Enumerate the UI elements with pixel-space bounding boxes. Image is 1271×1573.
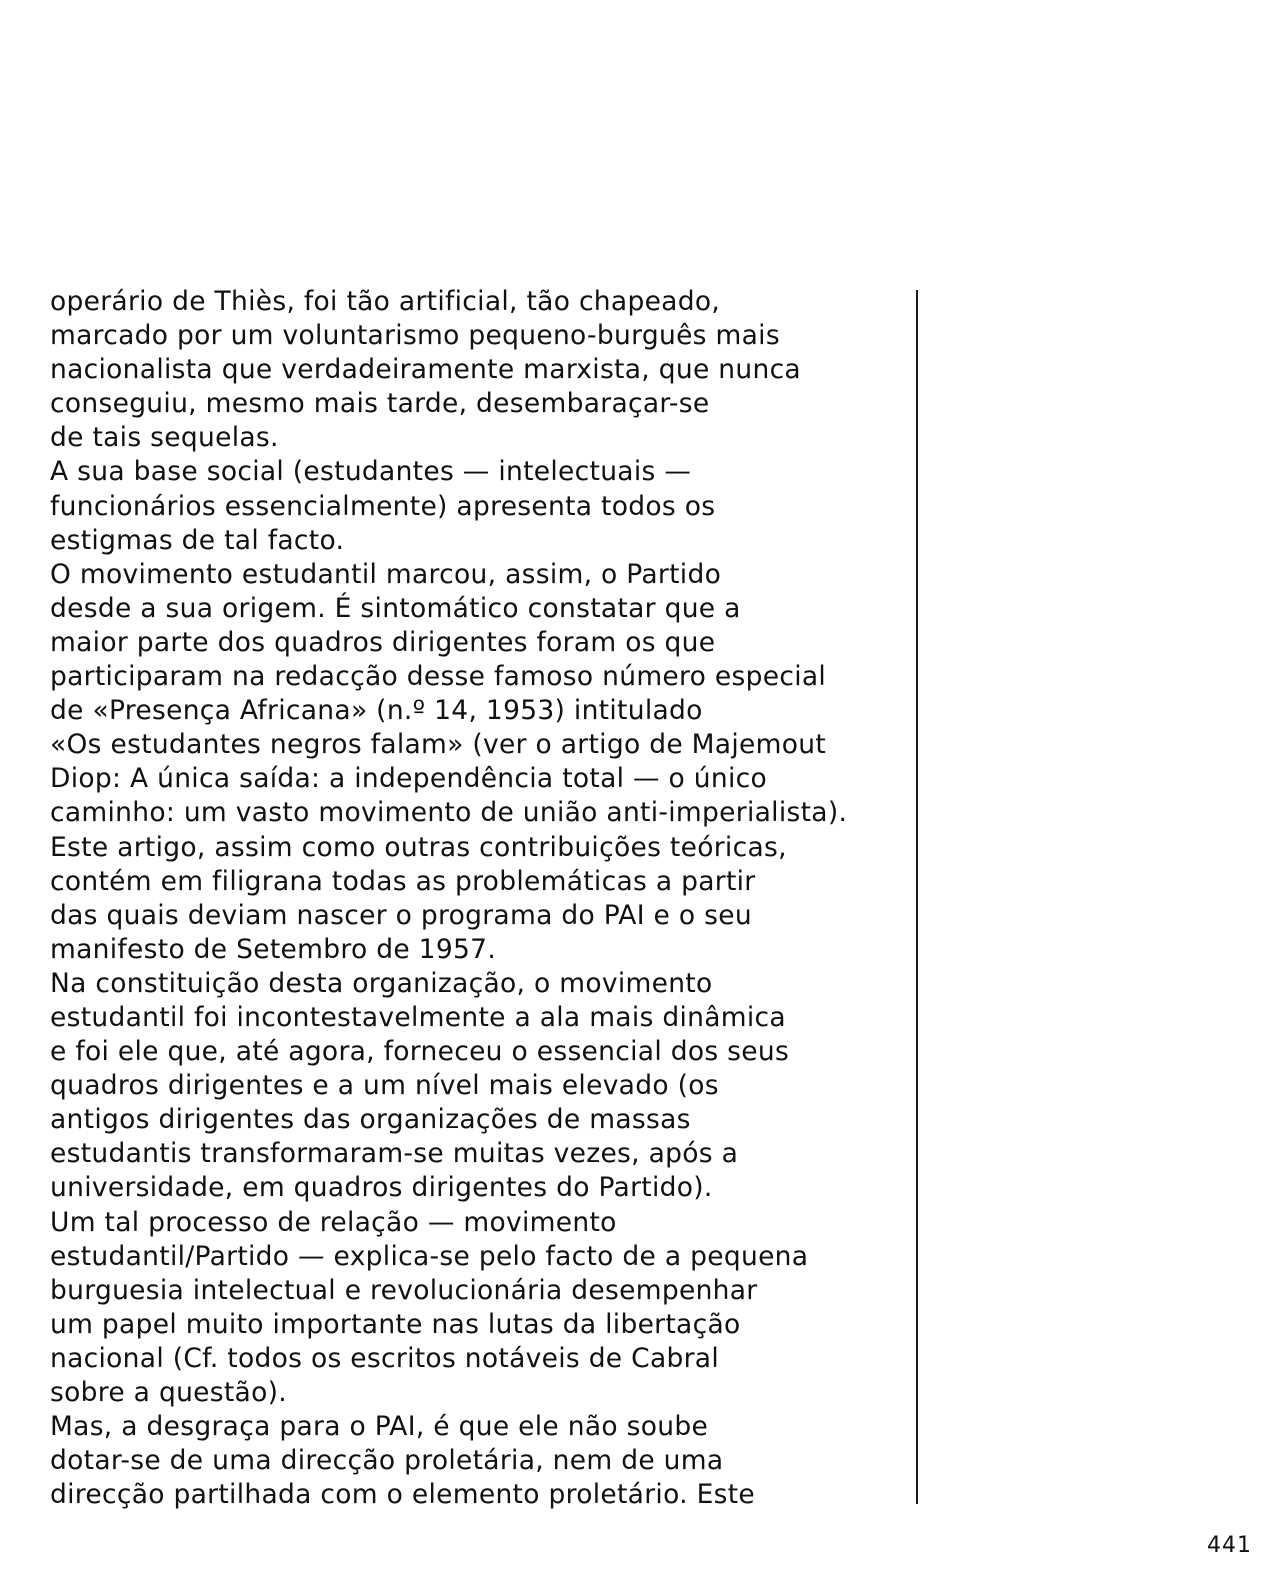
margin-rule (916, 290, 918, 1504)
text-line: conseguiu, mesmo mais tarde, desembaraçar-se (50, 388, 710, 420)
text-line: participaram na redacção desse famoso número especial (50, 661, 827, 693)
text-line: nacionalista que verdadeiramente marxista, que nunca (50, 354, 801, 386)
text-line: caminho: um vasto movimento de união anti-imperialista). (50, 797, 848, 829)
body-text (50, 285, 910, 1512)
text-line: contém em filigrana todas as problemáticas a partir (50, 865, 756, 897)
text-line: das quais deviam nascer o programa do PAI e o seu (50, 899, 752, 931)
text-line: estudantis transformaram-se muitas vezes, após a (50, 1138, 739, 1170)
text-line: Diop: A única saída: a independência total — o único (50, 763, 768, 795)
text-line: de «Presença Africana» (n.º 14, 1953) intitulado (50, 695, 703, 727)
text-line: «Os estudantes negros falam» (ver o artigo de Majemout (50, 729, 827, 761)
text-line: O movimento estudantil marcou, assim, o Partido (50, 558, 722, 590)
text-line: estudantil/Partido — explica-se pelo facto de a pequena (50, 1240, 809, 1272)
text-line: de tais sequelas. (50, 422, 279, 454)
text-line: operário de Thiès, foi tão artificial, tão chapeado, (50, 286, 721, 317)
text-line: sobre a questão). (50, 1377, 287, 1408)
text-line: estudantil foi incontestavelmente a ala mais dinâmica (50, 1001, 786, 1033)
text-line: manifesto de Setembro de 1957. (50, 933, 497, 965)
text-line: nacional (Cf. todos os escritos notáveis de Cabral (50, 1342, 719, 1374)
text-line: universidade, em quadros dirigentes do Partido). (50, 1172, 713, 1204)
text-line: burguesia intelectual e revolucionária desempenhar (50, 1274, 758, 1306)
text-line: desde a sua origem. É sintomático constatar que a (50, 592, 741, 624)
text-line: A sua base social (estudantes — intelectuais — (50, 456, 692, 488)
text-line: maior parte dos quadros dirigentes foram os que (50, 626, 716, 658)
text-line: funcionários essencialmente) apresenta todos os (50, 490, 716, 522)
text-line: Mas, a desgraça para o PAI, é que ele não soube (50, 1411, 709, 1443)
text-line: marcado por um voluntarismo pequeno-burguês mais (50, 320, 780, 352)
text-line: e foi ele que, até agora, forneceu o essencial dos seus (50, 1036, 790, 1068)
text-line: Na constituição desta organização, o movimento (50, 967, 713, 999)
text-line: Um tal processo de relação — movimento (50, 1206, 617, 1238)
page-number: 441 (1207, 1533, 1252, 1558)
text-line: um papel muito importante nas lutas da libertação (50, 1308, 741, 1340)
text-line: quadros dirigentes e a um nível mais elevado (os (50, 1070, 719, 1102)
text-line: antigos dirigentes das organizações de massas (50, 1104, 691, 1136)
text-line: estigmas de tal facto. (50, 524, 345, 556)
text-line: direcção partilhada com o elemento proletário. Este (50, 1479, 756, 1511)
text-line: Este artigo, assim como outras contribuições teóricas, (50, 831, 787, 863)
text-line: dotar-se de uma direcção proletária, nem de uma (50, 1445, 724, 1477)
